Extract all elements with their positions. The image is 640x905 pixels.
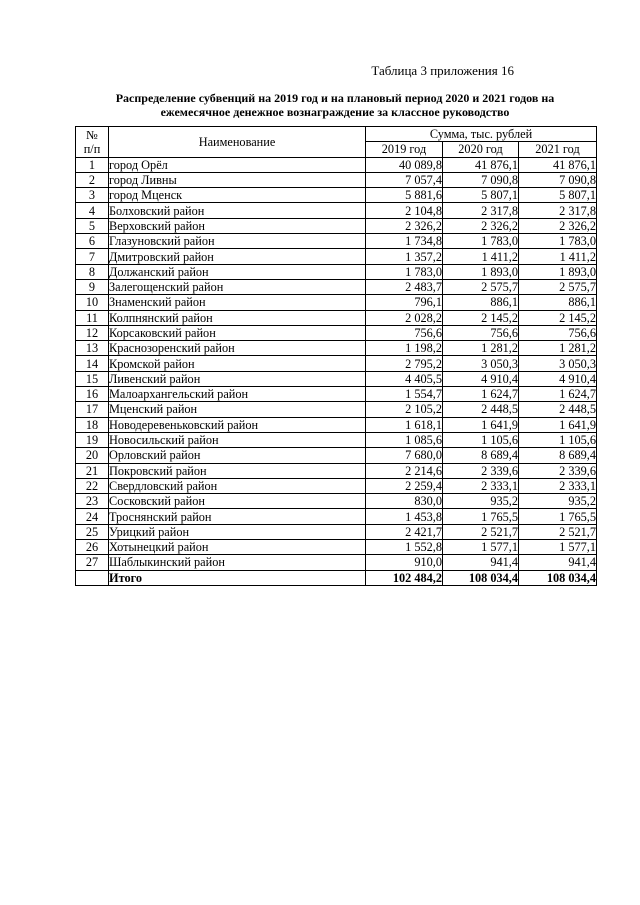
row-name: Корсаковский район bbox=[109, 325, 366, 340]
row-value-2019: 2 483,7 bbox=[366, 279, 443, 294]
row-value-2020: 2 448,5 bbox=[443, 402, 519, 417]
table-row bbox=[76, 387, 597, 402]
table-row bbox=[76, 448, 597, 463]
subsidy-table bbox=[75, 126, 597, 586]
row-value-2021: 941,4 bbox=[519, 555, 597, 570]
row-value-2019: 2 104,8 bbox=[366, 203, 443, 218]
total-value-2021: 108 034,4 bbox=[519, 570, 597, 585]
title-line-2: ежемесячное денежное вознаграждение за классное руководство bbox=[160, 105, 510, 119]
row-number: 27 bbox=[76, 555, 109, 570]
row-value-2020: 2 521,7 bbox=[443, 524, 519, 539]
row-name: город Ливны bbox=[109, 172, 366, 187]
table-body bbox=[76, 157, 597, 585]
header-number-line-1: № bbox=[86, 127, 98, 142]
row-value-2021: 935,2 bbox=[519, 494, 597, 509]
row-value-2021: 1 641,9 bbox=[519, 417, 597, 432]
row-value-2019: 1 783,0 bbox=[366, 264, 443, 279]
row-number: 19 bbox=[76, 432, 109, 447]
row-value-2020: 1 624,7 bbox=[443, 387, 519, 402]
row-value-2020: 2 326,2 bbox=[443, 218, 519, 233]
row-value-2021: 2 575,7 bbox=[519, 279, 597, 294]
row-name: Знаменский район bbox=[109, 295, 366, 310]
row-value-2021: 41 876,1 bbox=[519, 157, 597, 172]
row-value-2019: 1 085,6 bbox=[366, 432, 443, 447]
row-value-2020: 3 050,3 bbox=[443, 356, 519, 371]
row-number: 7 bbox=[76, 249, 109, 264]
header-number-line-2: п/п bbox=[83, 141, 101, 156]
row-value-2019: 756,6 bbox=[366, 325, 443, 340]
row-number: 14 bbox=[76, 356, 109, 371]
table-row bbox=[76, 234, 597, 249]
row-value-2020: 2 317,8 bbox=[443, 203, 519, 218]
row-value-2020: 5 807,1 bbox=[443, 188, 519, 203]
row-value-2021: 7 090,8 bbox=[519, 172, 597, 187]
row-value-2020: 2 575,7 bbox=[443, 279, 519, 294]
row-value-2019: 4 405,5 bbox=[366, 371, 443, 386]
row-name: Новосильский район bbox=[109, 432, 366, 447]
row-value-2021: 2 145,2 bbox=[519, 310, 597, 325]
row-number: 18 bbox=[76, 417, 109, 432]
row-number: 16 bbox=[76, 387, 109, 402]
table-row bbox=[76, 463, 597, 478]
table-row bbox=[76, 509, 597, 524]
row-value-2020: 935,2 bbox=[443, 494, 519, 509]
row-name: Колпнянский район bbox=[109, 310, 366, 325]
header-name: Наименование bbox=[109, 127, 366, 158]
row-value-2019: 5 881,6 bbox=[366, 188, 443, 203]
row-value-2020: 2 333,1 bbox=[443, 478, 519, 493]
row-value-2019: 1 554,7 bbox=[366, 387, 443, 402]
row-value-2019: 2 105,2 bbox=[366, 402, 443, 417]
row-value-2021: 1 105,6 bbox=[519, 432, 597, 447]
row-value-2019: 1 618,1 bbox=[366, 417, 443, 432]
row-value-2021: 2 326,2 bbox=[519, 218, 597, 233]
row-value-2020: 4 910,4 bbox=[443, 371, 519, 386]
total-value-2019: 102 484,2 bbox=[366, 570, 443, 585]
row-number: 17 bbox=[76, 402, 109, 417]
row-value-2019: 2 326,2 bbox=[366, 218, 443, 233]
row-value-2019: 1 453,8 bbox=[366, 509, 443, 524]
table-row bbox=[76, 494, 597, 509]
row-number: 25 bbox=[76, 524, 109, 539]
row-value-2021: 8 689,4 bbox=[519, 448, 597, 463]
row-number: 9 bbox=[76, 279, 109, 294]
row-value-2020: 1 641,9 bbox=[443, 417, 519, 432]
row-value-2020: 41 876,1 bbox=[443, 157, 519, 172]
row-value-2019: 1 357,2 bbox=[366, 249, 443, 264]
table-row bbox=[76, 203, 597, 218]
table-row bbox=[76, 295, 597, 310]
header-year-2020: 2020 год bbox=[443, 142, 519, 157]
row-number: 12 bbox=[76, 325, 109, 340]
total-value-2020: 108 034,4 bbox=[443, 570, 519, 585]
table-row bbox=[76, 356, 597, 371]
row-name: Хотынецкий район bbox=[109, 540, 366, 555]
table-row bbox=[76, 172, 597, 187]
row-value-2020: 1 411,2 bbox=[443, 249, 519, 264]
row-value-2021: 3 050,3 bbox=[519, 356, 597, 371]
row-value-2021: 1 281,2 bbox=[519, 341, 597, 356]
table-row bbox=[76, 157, 597, 172]
header-year-2021: 2021 год bbox=[519, 142, 597, 157]
table-row bbox=[76, 555, 597, 570]
row-name: Кромской район bbox=[109, 356, 366, 371]
row-name: город Мценск bbox=[109, 188, 366, 203]
row-value-2019: 1 734,8 bbox=[366, 234, 443, 249]
row-value-2019: 2 795,2 bbox=[366, 356, 443, 371]
row-number: 11 bbox=[76, 310, 109, 325]
table-row bbox=[76, 188, 597, 203]
row-number: 24 bbox=[76, 509, 109, 524]
row-name: Орловский район bbox=[109, 448, 366, 463]
row-number: 2 bbox=[76, 172, 109, 187]
row-value-2021: 2 317,8 bbox=[519, 203, 597, 218]
table-row bbox=[76, 371, 597, 386]
row-value-2021: 2 448,5 bbox=[519, 402, 597, 417]
row-value-2020: 941,4 bbox=[443, 555, 519, 570]
row-value-2021: 2 521,7 bbox=[519, 524, 597, 539]
row-number: 6 bbox=[76, 234, 109, 249]
row-value-2021: 1 577,1 bbox=[519, 540, 597, 555]
row-name: Новодеревеньковский район bbox=[109, 417, 366, 432]
row-number: 23 bbox=[76, 494, 109, 509]
table-row bbox=[76, 218, 597, 233]
row-number: 3 bbox=[76, 188, 109, 203]
row-value-2020: 886,1 bbox=[443, 295, 519, 310]
row-value-2019: 910,0 bbox=[366, 555, 443, 570]
row-name: Должанский район bbox=[109, 264, 366, 279]
row-value-2020: 7 090,8 bbox=[443, 172, 519, 187]
total-empty-cell bbox=[76, 570, 109, 585]
row-name: Урицкий район bbox=[109, 524, 366, 539]
row-value-2021: 2 339,6 bbox=[519, 463, 597, 478]
row-number: 22 bbox=[76, 478, 109, 493]
title-line-1: Распределение субвенций на 2019 год и на плановый период 2020 и 2021 годов на bbox=[115, 91, 555, 105]
row-number: 4 bbox=[76, 203, 109, 218]
row-number: 5 bbox=[76, 218, 109, 233]
row-value-2019: 40 089,8 bbox=[366, 157, 443, 172]
table-row bbox=[76, 341, 597, 356]
row-number: 26 bbox=[76, 540, 109, 555]
row-value-2021: 886,1 bbox=[519, 295, 597, 310]
row-name: Верховский район bbox=[109, 218, 366, 233]
header-sum: Сумма, тыс. рублей bbox=[366, 127, 597, 142]
row-name: Шаблыкинский район bbox=[109, 555, 366, 570]
row-value-2020: 756,6 bbox=[443, 325, 519, 340]
document-title bbox=[70, 91, 600, 119]
row-value-2021: 1 765,5 bbox=[519, 509, 597, 524]
total-row bbox=[76, 570, 597, 585]
row-name: Болховский район bbox=[109, 203, 366, 218]
row-value-2020: 1 577,1 bbox=[443, 540, 519, 555]
row-value-2019: 2 421,7 bbox=[366, 524, 443, 539]
table-row bbox=[76, 325, 597, 340]
row-value-2019: 7 680,0 bbox=[366, 448, 443, 463]
row-name: Сосковский район bbox=[109, 494, 366, 509]
row-value-2020: 2 339,6 bbox=[443, 463, 519, 478]
table-row bbox=[76, 524, 597, 539]
row-name: Покровский район bbox=[109, 463, 366, 478]
row-number: 1 bbox=[76, 157, 109, 172]
row-value-2020: 1 105,6 bbox=[443, 432, 519, 447]
row-value-2019: 2 259,4 bbox=[366, 478, 443, 493]
row-name: Залегощенский район bbox=[109, 279, 366, 294]
row-value-2021: 756,6 bbox=[519, 325, 597, 340]
table-row bbox=[76, 540, 597, 555]
row-number: 13 bbox=[76, 341, 109, 356]
row-value-2020: 1 893,0 bbox=[443, 264, 519, 279]
row-value-2020: 1 765,5 bbox=[443, 509, 519, 524]
total-label: Итого bbox=[109, 570, 366, 585]
row-value-2021: 1 624,7 bbox=[519, 387, 597, 402]
row-value-2020: 1 783,0 bbox=[443, 234, 519, 249]
table-row bbox=[76, 478, 597, 493]
row-value-2019: 1 198,2 bbox=[366, 341, 443, 356]
row-number: 21 bbox=[76, 463, 109, 478]
table-row bbox=[76, 249, 597, 264]
row-number: 15 bbox=[76, 371, 109, 386]
row-name: город Орёл bbox=[109, 157, 366, 172]
table-caption: Таблица 3 приложения 16 bbox=[371, 63, 514, 78]
row-value-2020: 2 145,2 bbox=[443, 310, 519, 325]
row-value-2019: 2 028,2 bbox=[366, 310, 443, 325]
row-value-2019: 7 057,4 bbox=[366, 172, 443, 187]
row-value-2021: 1 893,0 bbox=[519, 264, 597, 279]
row-name: Мценский район bbox=[109, 402, 366, 417]
header-number bbox=[76, 127, 109, 158]
row-value-2019: 1 552,8 bbox=[366, 540, 443, 555]
row-number: 10 bbox=[76, 295, 109, 310]
row-name: Дмитровский район bbox=[109, 249, 366, 264]
row-value-2019: 830,0 bbox=[366, 494, 443, 509]
table-row bbox=[76, 402, 597, 417]
table-row bbox=[76, 264, 597, 279]
row-value-2019: 2 214,6 bbox=[366, 463, 443, 478]
row-value-2019: 796,1 bbox=[366, 295, 443, 310]
row-name: Троснянский район bbox=[109, 509, 366, 524]
row-value-2021: 4 910,4 bbox=[519, 371, 597, 386]
row-number: 8 bbox=[76, 264, 109, 279]
table-row bbox=[76, 279, 597, 294]
row-value-2021: 1 411,2 bbox=[519, 249, 597, 264]
row-value-2021: 2 333,1 bbox=[519, 478, 597, 493]
table-row bbox=[76, 432, 597, 447]
row-value-2020: 8 689,4 bbox=[443, 448, 519, 463]
row-number: 20 bbox=[76, 448, 109, 463]
row-value-2021: 1 783,0 bbox=[519, 234, 597, 249]
row-name: Ливенский район bbox=[109, 371, 366, 386]
row-value-2020: 1 281,2 bbox=[443, 341, 519, 356]
header-year-2019: 2019 год bbox=[366, 142, 443, 157]
row-name: Свердловский район bbox=[109, 478, 366, 493]
row-name: Малоархангельский район bbox=[109, 387, 366, 402]
table-row bbox=[76, 417, 597, 432]
row-name: Краснозоренский район bbox=[109, 341, 366, 356]
row-name: Глазуновский район bbox=[109, 234, 366, 249]
row-value-2021: 5 807,1 bbox=[519, 188, 597, 203]
table-row bbox=[76, 310, 597, 325]
